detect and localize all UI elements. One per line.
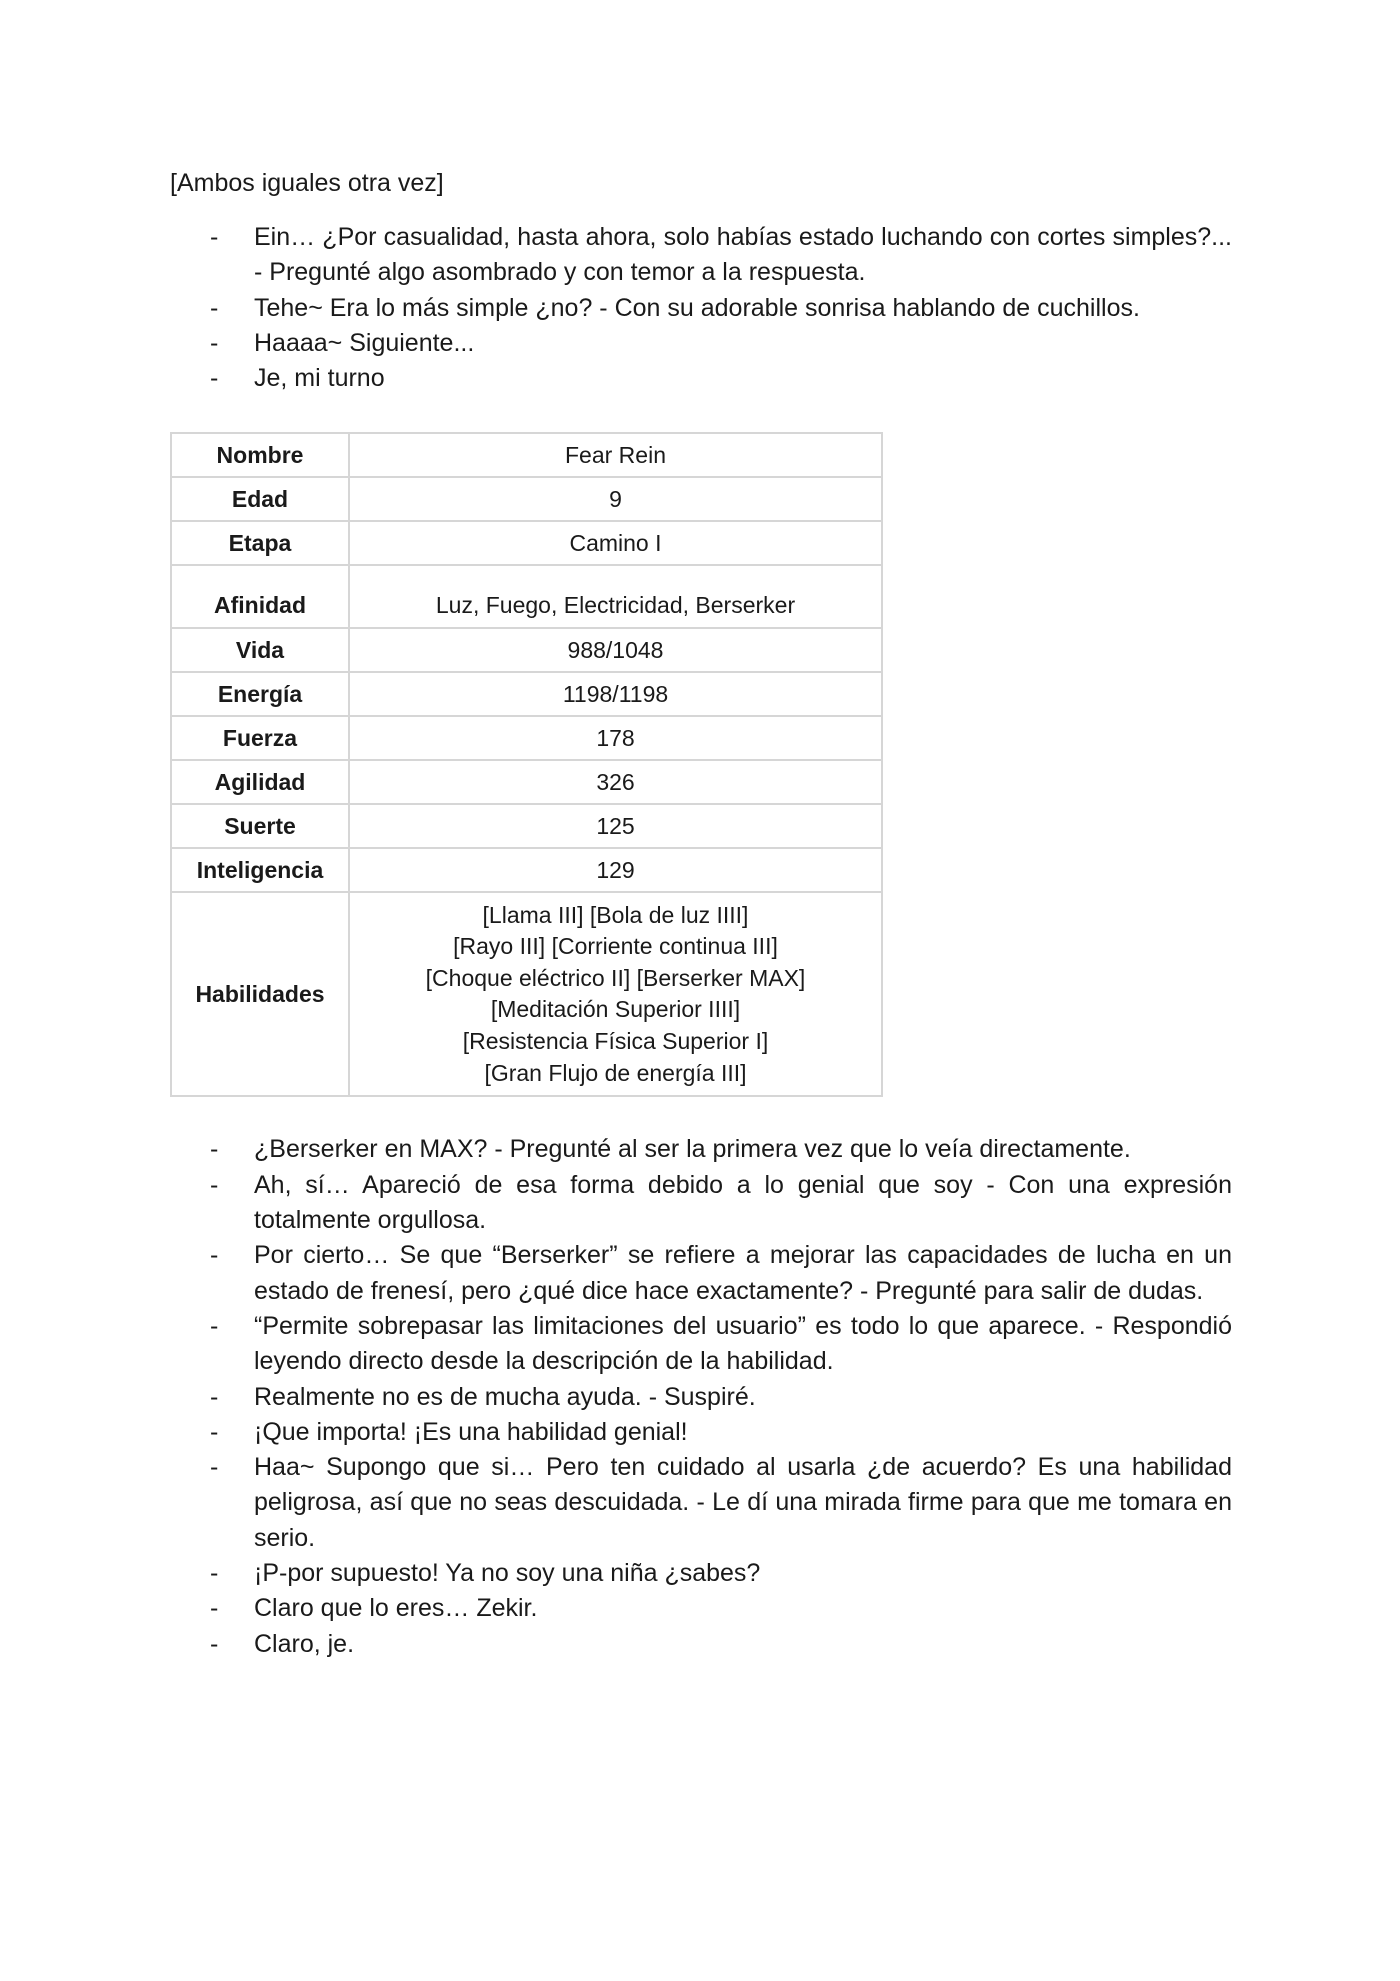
stat-value: 988/1048 xyxy=(349,628,882,672)
dash-bullet: - xyxy=(210,293,219,322)
stat-key: Fuerza xyxy=(171,716,349,760)
stats-row xyxy=(171,521,882,565)
stats-row xyxy=(171,716,882,760)
dialog-text: ¡P-por supuesto! Ya no soy una niña ¿sabes? xyxy=(254,1559,761,1588)
dialog-line xyxy=(170,1556,1232,1591)
stat-value: 9 xyxy=(349,477,882,521)
dialog-text: Tehe~ Era lo más simple ¿no? - Con su adorable sonrisa hablando de cuchillos. xyxy=(254,293,1140,322)
dialog-line xyxy=(170,1627,1232,1662)
stats-row xyxy=(171,477,882,521)
stat-value: 125 xyxy=(349,804,882,848)
stat-value: 1198/1198 xyxy=(349,672,882,716)
dialog-line xyxy=(170,326,1232,361)
scene-note: [Ambos iguales otra vez] xyxy=(170,169,444,197)
dash-bullet: - xyxy=(210,223,219,251)
dialog-text: Haaaa~ Siguiente... xyxy=(254,328,475,357)
dialog-line xyxy=(170,1380,1232,1415)
dialog-text: Ah, sí… Apareció de esa forma debido a lo genial que soy - Con una expresión totalmente orgullosa. xyxy=(254,1170,1232,1235)
character-stats-table xyxy=(170,432,883,1097)
stat-key: Edad xyxy=(171,477,349,521)
stat-value: 129 xyxy=(349,848,882,892)
dialog-line xyxy=(170,220,1232,291)
stat-key: Suerte xyxy=(171,804,349,848)
skill-line: [Llama III] [Bola de luz IIII] xyxy=(482,901,749,928)
stat-value: Luz, Fuego, Electricidad, Berserker xyxy=(349,565,882,628)
dialog-text: “Permite sobrepasar las limitaciones del usuario” es todo lo que aparece. - Respondió leyendo directo desde la descripción de la habilidad. xyxy=(254,1311,1232,1376)
dialog-text: Por cierto… Se que “Berserker” se refiere a mejorar las capacidades de lucha en un estado de frenesí, pero ¿qué dice hace exactamente? - Pregunté para salir de dudas. xyxy=(254,1241,1232,1305)
dash-bullet: - xyxy=(210,1382,219,1411)
dialog-text: ¡Que importa! ¡Es una habilidad genial! xyxy=(254,1417,688,1446)
dash-bullet: - xyxy=(210,328,219,357)
skills-key: Habilidades xyxy=(171,892,349,1096)
stat-key: Vida xyxy=(171,628,349,672)
stat-key: Nombre xyxy=(171,433,349,477)
dash-bullet: - xyxy=(210,1241,219,1270)
skill-line: [Rayo III] [Corriente continua III] xyxy=(453,933,778,960)
stats-row xyxy=(171,628,882,672)
stat-key: Etapa xyxy=(171,521,349,565)
dialog-text: Claro, je. xyxy=(254,1629,355,1658)
dialog-line xyxy=(170,1591,1232,1626)
dialog-line xyxy=(170,1450,1232,1556)
dialog-list-after xyxy=(170,1132,1232,1661)
dash-bullet: - xyxy=(210,1629,219,1658)
stat-key: Energía xyxy=(171,672,349,716)
stat-key: Agilidad xyxy=(171,760,349,804)
dialog-text: Haa~ Supongo que si… Pero ten cuidado al usarla ¿de acuerdo? Es una habilidad peligrosa, así que no seas descuidada. - Le dí una mirada firme para que me tomara en serio. xyxy=(254,1453,1232,1552)
skills-row xyxy=(171,892,882,1096)
dash-bullet: - xyxy=(210,1311,219,1340)
dialog-line xyxy=(170,361,1232,396)
dialog-line xyxy=(170,1309,1232,1380)
dialog-line xyxy=(170,1132,1232,1167)
stat-value: 178 xyxy=(349,716,882,760)
dash-bullet: - xyxy=(210,364,219,393)
dialog-line xyxy=(170,1415,1232,1450)
skills-value xyxy=(349,892,882,1096)
skill-line: [Resistencia Física Superior I] xyxy=(462,1028,769,1055)
dialog-line xyxy=(170,1238,1232,1309)
dialog-line xyxy=(170,1168,1232,1239)
skill-line: [Gran Flujo de energía III] xyxy=(484,1059,747,1086)
stats-row xyxy=(171,804,882,848)
stats-row xyxy=(171,565,882,628)
dash-bullet: - xyxy=(210,1170,219,1199)
dash-bullet: - xyxy=(210,1135,219,1164)
stat-key: Afinidad xyxy=(171,565,349,628)
dialog-text: Je, mi turno xyxy=(254,364,385,393)
stat-value: Fear Rein xyxy=(349,433,882,477)
dash-bullet: - xyxy=(210,1417,219,1446)
dialog-text: Claro que lo eres… Zekir. xyxy=(254,1594,538,1623)
dialog-list-before xyxy=(170,220,1232,396)
stats-row xyxy=(171,672,882,716)
dash-bullet: - xyxy=(210,1594,219,1623)
stat-value: Camino I xyxy=(349,521,882,565)
dash-bullet: - xyxy=(210,1453,219,1482)
stats-row xyxy=(171,760,882,804)
dialog-text: Ein… ¿Por casualidad, hasta ahora, solo habías estado luchando con cortes simples?... - Pregunté algo asombrado y con temor a la respuesta. xyxy=(254,223,1232,287)
dash-bullet: - xyxy=(210,1559,219,1588)
dialog-text: ¿Berserker en MAX? - Pregunté al ser la primera vez que lo veía directamente. xyxy=(254,1135,1131,1164)
stat-key: Inteligencia xyxy=(171,848,349,892)
dialog-line xyxy=(170,291,1232,326)
skill-line: [Meditación Superior IIII] xyxy=(490,996,741,1023)
document-page xyxy=(170,166,1232,1662)
stats-row xyxy=(171,433,882,477)
stat-value: 326 xyxy=(349,760,882,804)
dialog-text: Realmente no es de mucha ayuda. - Suspiré. xyxy=(254,1382,756,1411)
skill-line: [Choque eléctrico II] [Berserker MAX] xyxy=(425,964,806,991)
stats-row xyxy=(171,848,882,892)
